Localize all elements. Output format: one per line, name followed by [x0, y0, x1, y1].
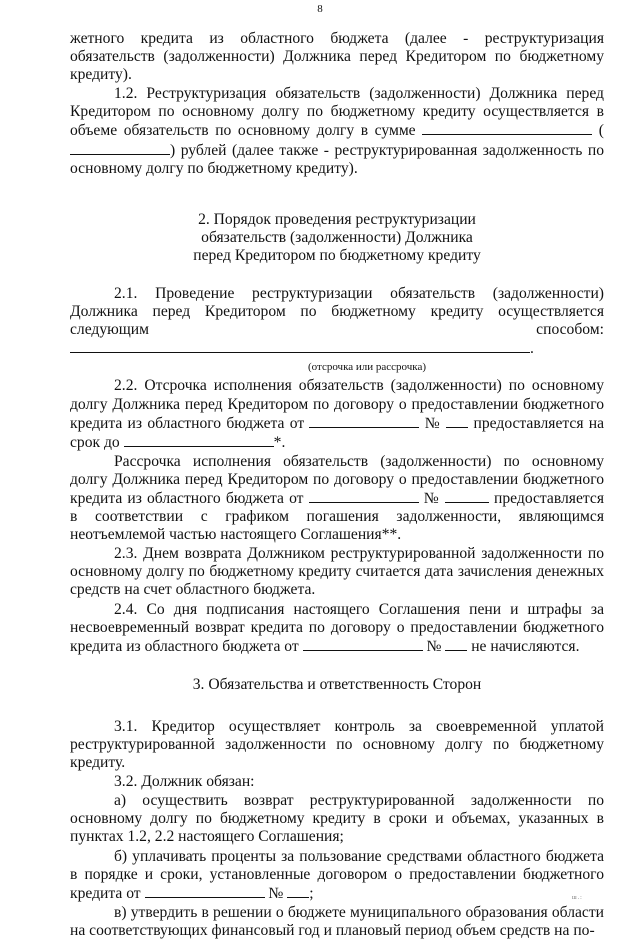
paragraph-3-2: 3.2. Должник обязан:: [114, 773, 255, 791]
section-2-title: 2. Порядок проведения реструктуризации обязательств (задолженности) Должника перед Кредитором по бюджетному кредиту: [193, 210, 481, 264]
section-3-title: 3. Обязательства и ответственность Сторон: [192, 675, 482, 693]
paragraph-2-2-installment: Рассрочка исполнения обязательств (задолженности) по основному долгу Должника перед Кредитором по договору о предоставлении бюджетного кредита из областного бюджета от № предоставляется в соответствии с графиком погашения задолженности, являющимся неотъемлемой частью настоящего Соглашения**.: [70, 452, 604, 544]
deadline-blank: [124, 433, 274, 447]
document-body: [70, 30, 604, 941]
paragraph-1-2: 1.2. Реструктуризация обязательств (задолженности) Должника перед Кредитором по основному долгу по бюджетному кредиту осуществляется в объеме обязательств по основному долгу в сумме () рублей (далее также - реструктурированная задолженность по основному долгу по бюджетному кредиту).: [70, 85, 604, 177]
amount-blank: [422, 121, 592, 135]
paragraph-3-2-a: а) осуществить возврат реструктурированной задолженности по основному долгу по бюджетному кредиту в сроки и объемах, указанных в пунктах 1.2, 2.2 настоящего Соглашения;: [70, 792, 604, 846]
number-blank: [287, 884, 309, 898]
footer-mark: ш.:: [572, 895, 583, 901]
method-blank: [70, 339, 530, 353]
paragraph-2-3: 2.3. Днем возврата Должником реструктурированной задолженности по основному долгу по бюджетному кредиту считается дата зачисления денежных средств на счет областного бюджета.: [70, 545, 604, 599]
paragraph-2-4: 2.4. Со дня подписания настоящего Соглашения пени и штрафы за несвоевременный возврат кредита по договору о предоставлении бюджетного кредита из областного бюджета от № не начисляются.: [70, 600, 604, 655]
amount-words-blank: [70, 141, 170, 155]
page-number: 8: [317, 3, 323, 15]
method-note: (отсрочка или рассрочка): [308, 361, 427, 374]
paragraph-2-1: 2.1. Проведение реструктуризации обязательств (задолженности) Должника перед Кредитором по бюджетному кредиту осуществляется следующим способом:.: [70, 285, 604, 358]
date-blank: [303, 637, 423, 651]
number-blank: [445, 489, 489, 503]
paragraph-3-2-b: б) уплачивать проценты за пользование средствами областного бюджета в порядке и сроки, установленные договором о предоставлении бюджетного кредита от № ;: [70, 847, 604, 902]
date-blank: [145, 884, 265, 898]
paragraph-continuation: жетного кредита из областного бюджета (далее - реструктуризация обязательств (задолженности) Должника перед Кредитором по бюджетному кредиту).: [70, 30, 604, 84]
date-blank: [309, 489, 419, 503]
number-blank: [446, 414, 468, 428]
date-blank: [309, 414, 419, 428]
number-blank: [445, 637, 467, 651]
paragraph-2-2: 2.2. Отсрочка исполнения обязательств (задолженности) по основному долгу Должника перед Кредитором по договору о предоставлении бюджетного кредита из областного бюджета от № предоставляется на срок до *.: [70, 377, 605, 451]
paragraph-3-1: 3.1. Кредитор осуществляет контроль за своевременной уплатой реструктурированной задолженности по основному долгу по бюджетному кредиту.: [70, 717, 604, 772]
paragraph-3-2-c: в) утвердить в решении о бюджете муниципального образования области на соответствующих финансовый год и плановый период объем средств на по-: [70, 903, 604, 939]
